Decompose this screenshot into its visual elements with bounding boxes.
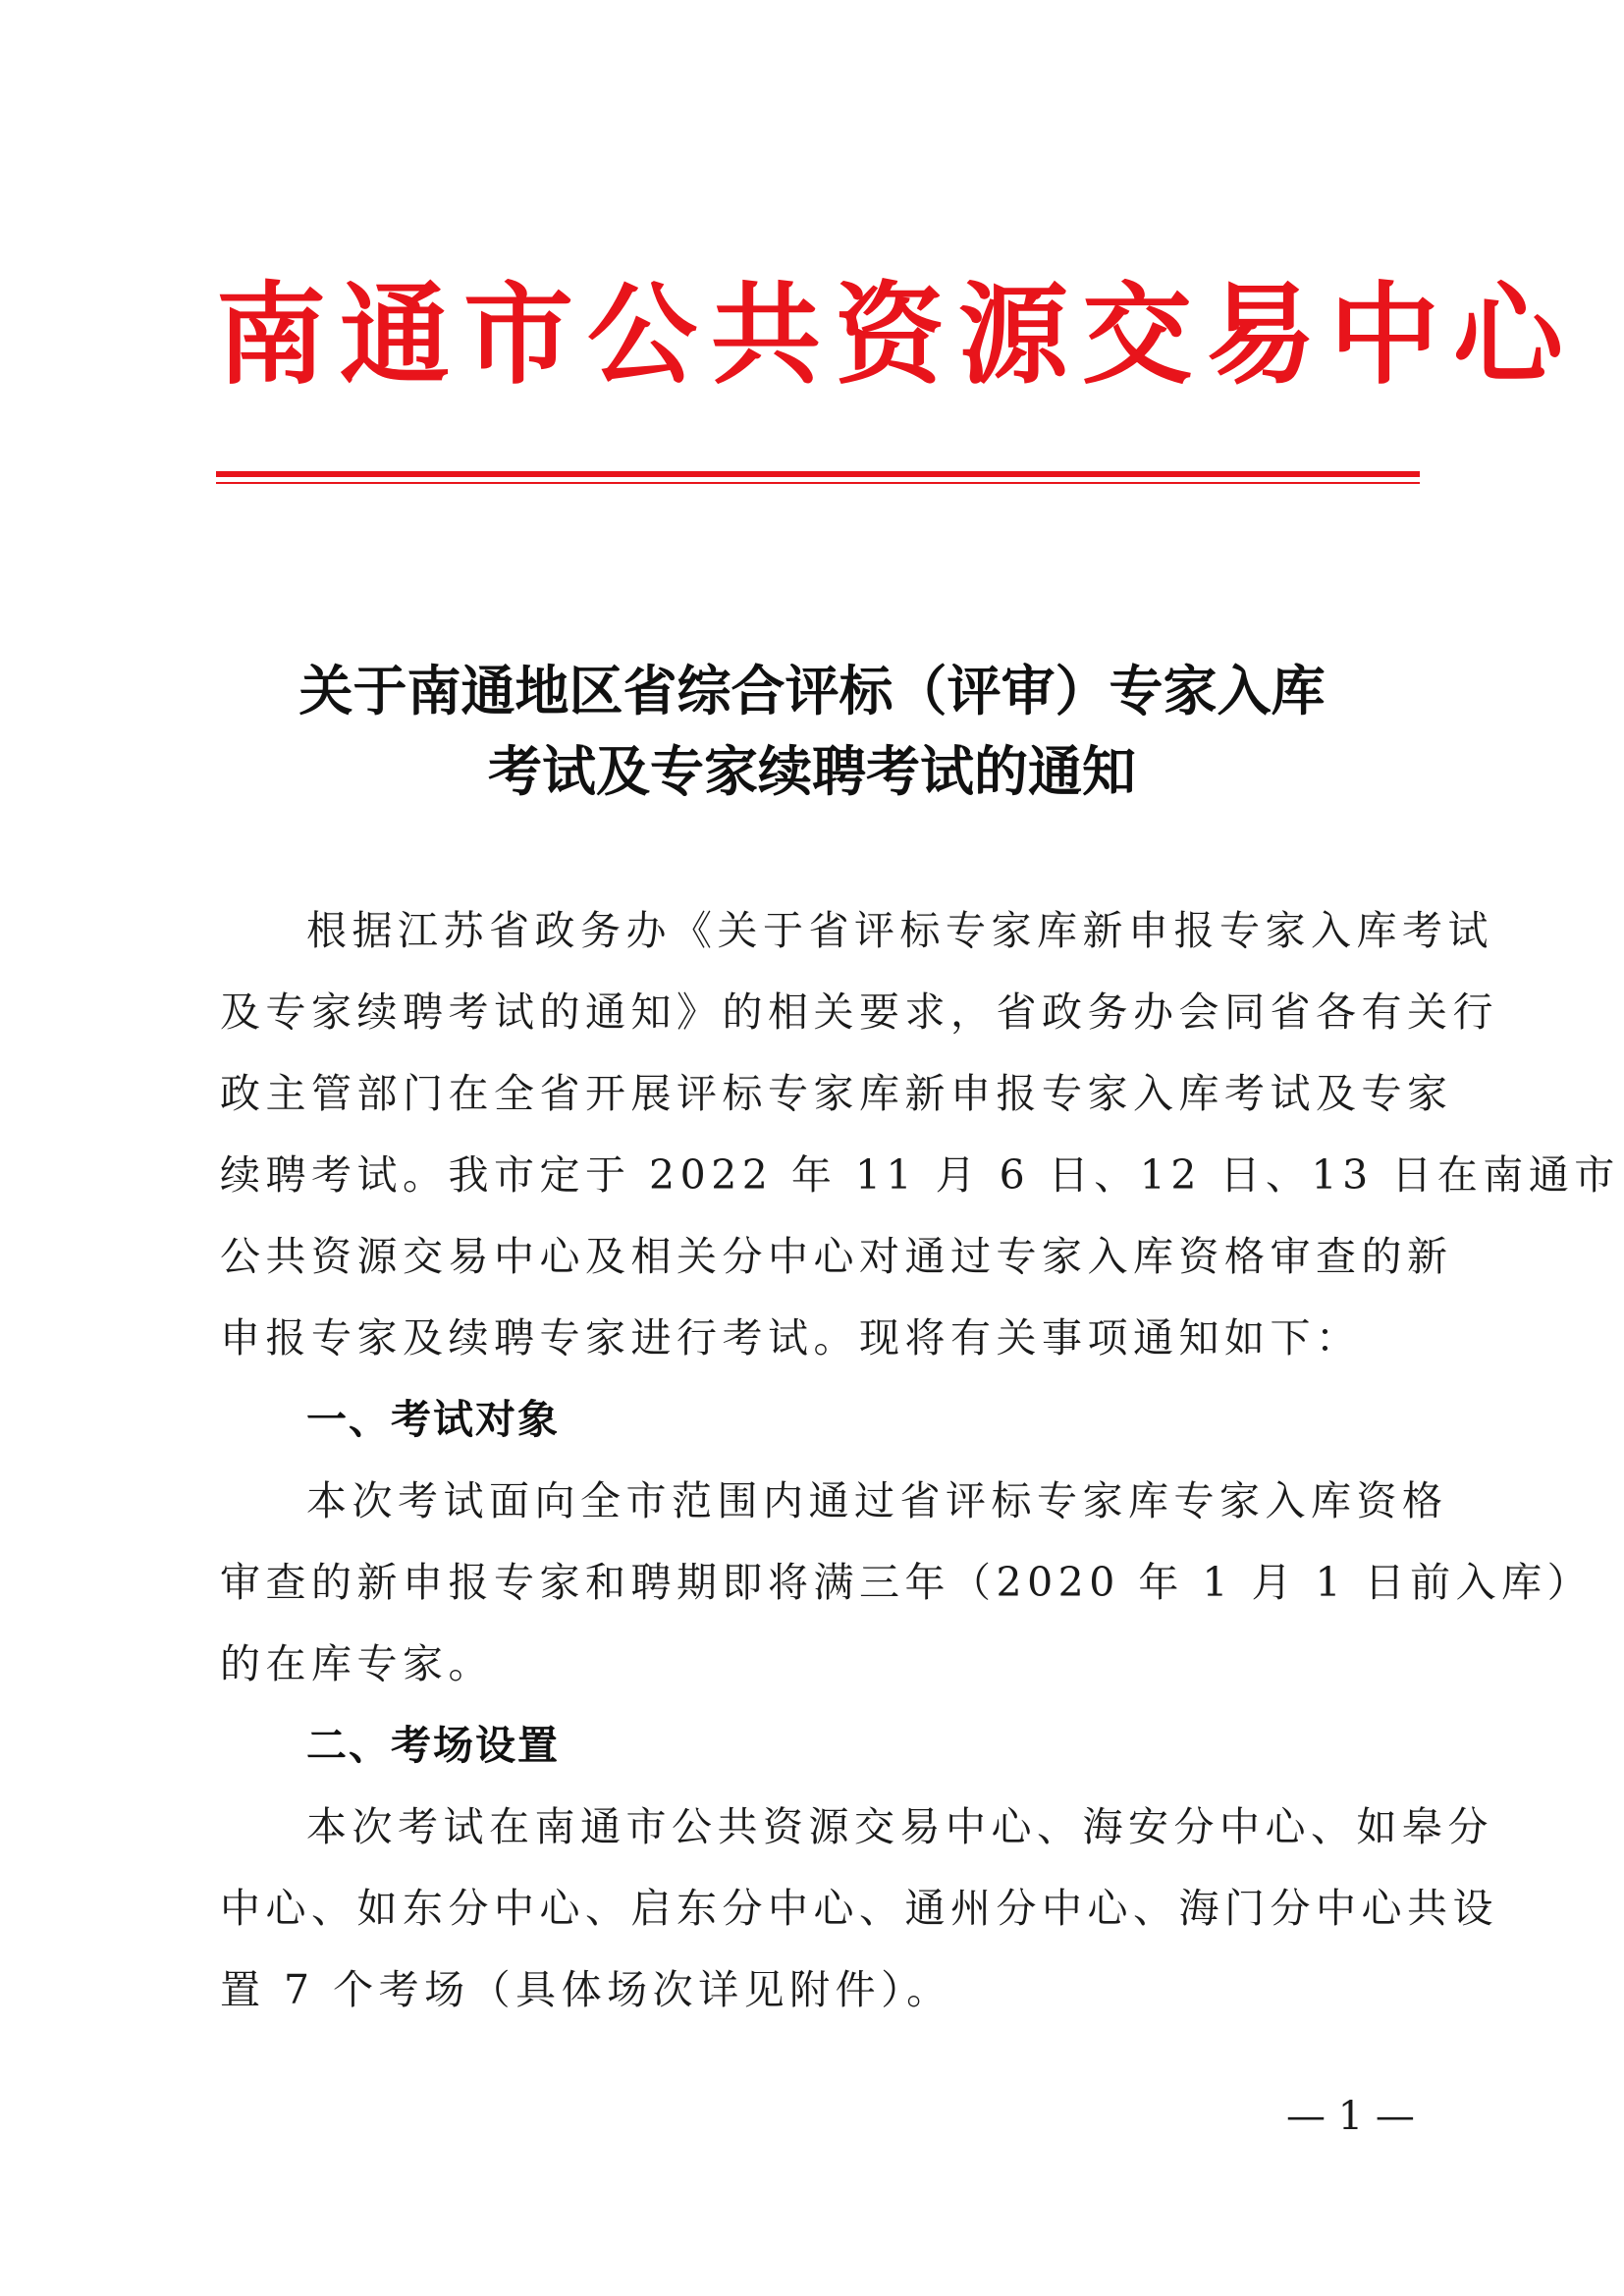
document-title-line-2: 考试及专家续聘考试的通知: [487, 740, 1136, 803]
letterhead-rule-thin: [216, 482, 1420, 484]
paragraph-line: 审查的新申报专家和聘期即将满三年（2020 年 1 月 1 日前入库）: [220, 1559, 1594, 1606]
section-heading: 一、考试对象: [306, 1396, 560, 1443]
paragraph-line: 续聘考试。我市定于 2022 年 11 月 6 日、12 日、13 日在南通市: [220, 1151, 1620, 1199]
paragraph-line: 申报专家及续聘专家进行考试。现将有关事项通知如下：: [220, 1314, 1362, 1362]
paragraph-line: 中心、如东分中心、启东分中心、通州分中心、海门分中心共设: [220, 1885, 1498, 1932]
paragraph-line: 本次考试在南通市公共资源交易中心、海安分中心、如皋分: [306, 1803, 1493, 1850]
paragraph-line: 根据江苏省政务办《关于省评标专家库新申报专家入库考试: [306, 907, 1493, 954]
section-heading: 二、考场设置: [306, 1722, 560, 1769]
paragraph-line: 本次考试面向全市范围内通过省评标专家库专家入库资格: [306, 1477, 1448, 1524]
paragraph-line: 的在库专家。: [220, 1640, 494, 1687]
paragraph-line: 置 7 个考场（具体场次详见附件）。: [220, 1966, 952, 2013]
document-title-line-1: 关于南通地区省综合评标（评审）专家入库: [298, 660, 1326, 722]
paragraph-line: 政主管部门在全省开展评标专家库新申报专家入库考试及专家: [220, 1070, 1453, 1117]
letterhead-rule-thick: [216, 471, 1420, 477]
paragraph-line: 公共资源交易中心及相关分中心对通过专家入库资格审查的新: [220, 1233, 1453, 1280]
letterhead-title: 南通市公共资源交易中心: [216, 271, 1577, 400]
paragraph-line: 及专家续聘考试的通知》的相关要求，省政务办会同省各有关行: [220, 988, 1498, 1036]
page-number: — 1 —: [1286, 2094, 1415, 2139]
